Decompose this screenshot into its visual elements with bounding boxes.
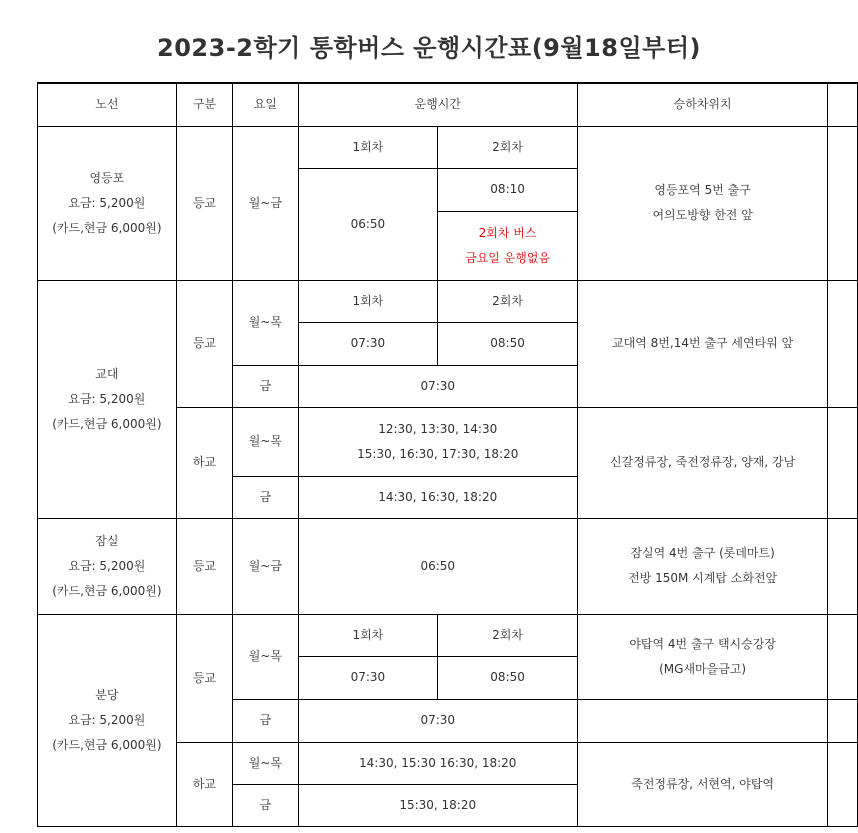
route-fare: 요금: 5,200원 — [68, 712, 146, 727]
time-cell: 14:30, 15:30 16:30, 18:20 — [298, 742, 577, 784]
time-line: 15:30, 16:30, 17:30, 18:20 — [357, 446, 519, 461]
route-fare-note: (카드,현금 6,000원) — [52, 220, 162, 235]
time-cell: 07:30 — [298, 365, 577, 407]
route-name: 영등포 — [89, 170, 125, 185]
day-cell: 금 — [233, 699, 298, 742]
table-row — [38, 518, 858, 614]
trip-1-label: 1회차 — [298, 614, 438, 656]
route-fare-note: (카드,현금 6,000원) — [52, 737, 162, 752]
route-fare: 요금: 5,200원 — [68, 195, 146, 210]
location-line: 전방 150M 시계탑 소화전앞 — [628, 571, 778, 585]
extra-cell — [828, 126, 858, 280]
type-cell: 등교 — [176, 614, 232, 742]
extra-cell — [828, 407, 858, 518]
extra-cell — [828, 614, 858, 699]
bus-schedule-table — [37, 82, 858, 827]
time-cell: 07:30 — [298, 699, 577, 742]
location-cell-empty — [577, 699, 827, 742]
route-name: 분당 — [95, 687, 119, 702]
route-fare: 요금: 5,200원 — [68, 558, 146, 573]
route-fare: 요금: 5,200원 — [68, 391, 146, 406]
header-type: 구분 — [176, 83, 232, 126]
day-cell: 금 — [233, 784, 298, 826]
route-cell-yeongdeungpo — [38, 126, 177, 280]
extra-cell — [828, 280, 858, 407]
table-row — [38, 280, 858, 322]
location-line: 여의도방향 한전 앞 — [652, 208, 753, 222]
type-cell: 등교 — [176, 518, 232, 614]
trip-2-label: 2회차 — [438, 126, 578, 168]
location-line: 영등포역 5번 출구 — [654, 183, 751, 197]
type-cell: 등교 — [176, 280, 232, 407]
day-cell: 월~목 — [233, 614, 298, 699]
type-cell: 하교 — [176, 407, 232, 518]
route-cell-jamsil — [38, 518, 177, 614]
note-line: 2회차 버스 — [478, 225, 537, 240]
location-line: (MG새마을금고) — [659, 661, 747, 676]
day-cell: 월~목 — [233, 742, 298, 784]
trip-1-label: 1회차 — [298, 126, 438, 168]
trip-2-label: 2회차 — [438, 614, 578, 656]
route-fare-note: (카드,현금 6,000원) — [52, 583, 162, 598]
time-cell: 06:50 — [298, 168, 438, 280]
table-row — [38, 126, 858, 168]
extra-cell — [828, 742, 858, 826]
time-cell: 07:30 — [298, 656, 438, 699]
route-name: 교대 — [95, 366, 119, 381]
extra-cell — [828, 699, 858, 742]
time-cell: 07:30 — [298, 322, 438, 365]
day-cell: 금 — [233, 476, 298, 518]
route-name: 잠실 — [95, 533, 119, 548]
header-route: 노선 — [38, 83, 177, 126]
type-cell: 하교 — [176, 742, 232, 826]
header-extra — [828, 83, 858, 126]
time-cell: 08:50 — [438, 656, 578, 699]
time-cell: 15:30, 18:20 — [298, 784, 577, 826]
note-line: 금요일 운행없음 — [465, 250, 551, 265]
page-title: 2023-2학기 통학버스 운행시간표(9월18일부터) — [157, 34, 701, 62]
location-cell — [577, 614, 827, 699]
route-cell-bundang — [38, 614, 177, 826]
location-cell — [577, 518, 827, 614]
location-cell: 교대역 8번,14번 출구 세연타워 앞 — [577, 280, 827, 407]
time-line: 12:30, 13:30, 14:30 — [378, 421, 498, 436]
time-cell: 08:50 — [438, 322, 578, 365]
trip-2-label: 2회차 — [438, 280, 578, 322]
day-cell: 월~금 — [233, 126, 298, 280]
route-cell-gyodae — [38, 280, 177, 518]
location-cell: 죽전정류장, 서현역, 야탑역 — [577, 742, 827, 826]
header-location: 승하차위치 — [577, 83, 827, 126]
location-line: 야탑역 4번 출구 택시승강장 — [629, 636, 776, 651]
no-service-note — [438, 211, 578, 280]
header-time: 운행시간 — [298, 83, 577, 126]
day-cell: 월~목 — [233, 407, 298, 476]
type-cell: 등교 — [176, 126, 232, 280]
location-cell: 신갈정류장, 죽전정류장, 양재, 강남 — [577, 407, 827, 518]
time-cell — [298, 407, 577, 476]
table-header-row — [38, 83, 858, 126]
time-cell: 14:30, 16:30, 18:20 — [298, 476, 577, 518]
route-fare-note: (카드,현금 6,000원) — [52, 416, 162, 431]
day-cell: 월~목 — [233, 280, 298, 365]
header-day: 요일 — [233, 83, 298, 126]
time-cell: 08:10 — [438, 168, 578, 211]
location-cell — [577, 126, 827, 280]
extra-cell — [828, 518, 858, 614]
table-row — [38, 614, 858, 656]
trip-1-label: 1회차 — [298, 280, 438, 322]
day-cell: 금 — [233, 365, 298, 407]
day-cell: 월~금 — [233, 518, 298, 614]
location-line: 잠실역 4번 출구 (롯데마트) — [630, 546, 775, 560]
time-cell: 06:50 — [298, 518, 577, 614]
